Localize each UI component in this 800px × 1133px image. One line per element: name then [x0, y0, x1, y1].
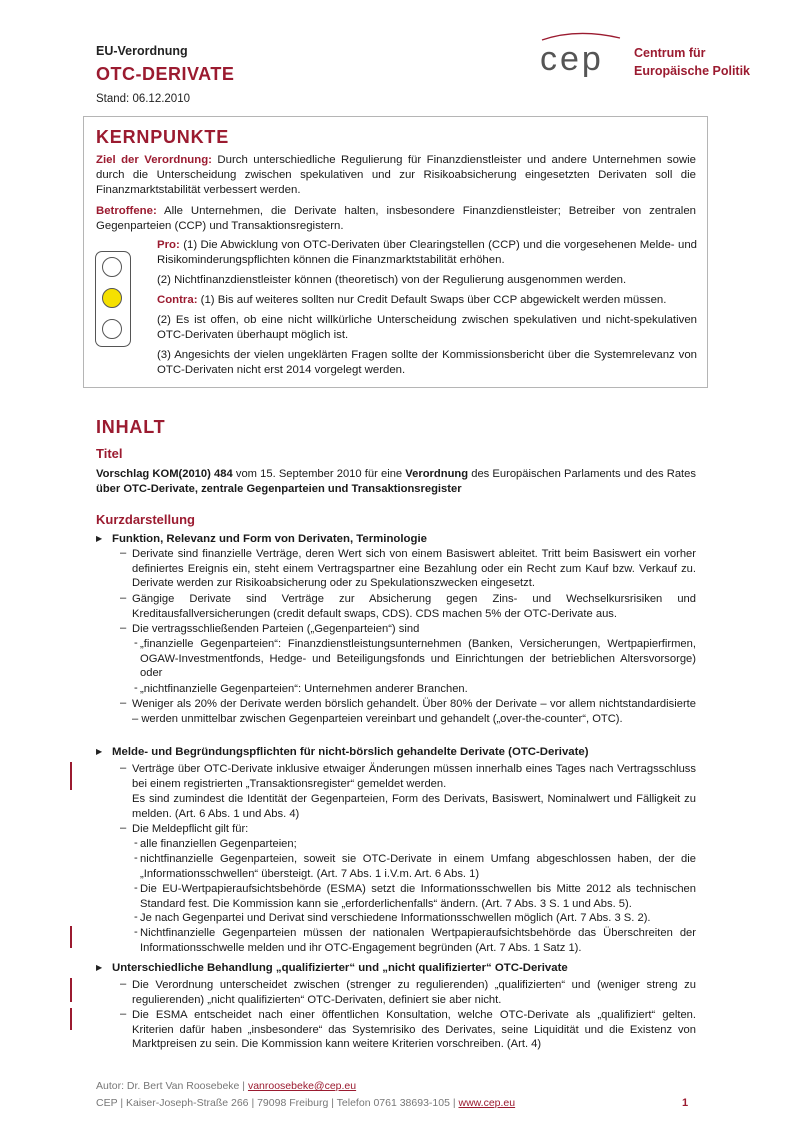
footer-address — [96, 1097, 515, 1109]
change-marker — [70, 978, 72, 1002]
document-type: EU-Verordnung — [96, 44, 188, 58]
subdash-icon: - — [134, 637, 138, 649]
betroffene-paragraph — [96, 204, 696, 234]
footer-author-text: Autor: Dr. Bert Van Roosebeke | — [96, 1080, 248, 1092]
change-marker — [70, 926, 72, 948]
section-1-title-text: Funktion, Relevanz und Form von Derivaten, Terminologie — [112, 533, 427, 545]
betroffene-label: Betroffene: — [96, 205, 157, 217]
section-3-title-text: Unterschiedliche Behandlung „qualifizierter“ und „nicht qualifizierter“ OTC-Derivate — [112, 962, 568, 974]
dash-icon: – — [120, 978, 127, 990]
subdash-icon: - — [134, 682, 138, 694]
website-link[interactable]: www.cep.eu — [458, 1097, 516, 1109]
pro-text-1: (1) Die Abwicklung von OTC-Derivaten über Clearingstellen (CCP) und die vorgesehenen Melde- und Risikominderungspflichten können die Finanzmarktstabilität erhöhen. — [157, 239, 697, 266]
page-number: 1 — [682, 1097, 689, 1109]
section-2-title — [96, 746, 589, 758]
section-3-title — [96, 962, 568, 974]
footer-address-text: CEP | Kaiser-Joseph-Straße 266 | 79098 Freiburg | Telefon 0761 38693-105 | — [96, 1097, 459, 1109]
footer-author — [96, 1080, 356, 1092]
dash-icon: – — [120, 622, 127, 634]
contra-point-1 — [157, 293, 697, 308]
dash-icon: – — [120, 762, 127, 774]
dash-icon: – — [120, 822, 127, 834]
subdash-icon: - — [134, 852, 138, 864]
titel-ref: Vorschlag KOM(2010) 484 — [96, 468, 233, 480]
s1-item-1: Derivate sind finanzielle Verträge, deren Wert sich von einem Basiswert ableitet. Tritt beim Basiswert ein vorher definiertes Ereignis ein, steht einem Vertragspartner eine Bezahlung oder ein Recht zum Kauf bzw. Verkauf zu. Derivate werden zur Risikoabsicherung oder zu Spekulationszwecken eingesetzt. — [132, 548, 696, 590]
traffic-light-icon — [95, 251, 131, 347]
change-marker — [70, 1008, 72, 1030]
logo-line-2: Europäische Politik — [634, 64, 751, 78]
traffic-light-amber-lamp — [102, 288, 122, 308]
s2-item-1: Verträge über OTC-Derivate inklusive etwaiger Änderungen müssen innerhalb eines Tages nach Vertragsschluss bei einem registrierten „Transaktionsregister“ gemeldet werden. — [132, 763, 696, 790]
titel-heading: Titel — [96, 446, 123, 461]
s2-item-1b: Es sind zumindest die Identität der Gegenparteien, Form des Derivats, Basiswert, Nominalwert und Fälligkeit zu melden. (Art. 6 Abs. 1 und Abs. 4) — [132, 793, 696, 820]
pro-label: Pro: — [157, 239, 180, 251]
s1-item-3a: „finanzielle Gegenparteien“: Finanzdienstleistungsunternehmen (Banken, Versicherungen, Wertpapierfirmen, OGAW-Investmentfonds, Hedge- und Beteiligungsfonds und Einrichtungen der betrieblichen Altersvorsorge) oder — [140, 638, 696, 680]
subdash-icon: - — [134, 837, 138, 849]
titel-subject: über OTC-Derivate, zentrale Gegenparteien und Transaktionsregister — [96, 482, 462, 495]
dash-icon: – — [120, 697, 127, 709]
s1-item-2: Gängige Derivate sind Verträge zur Absicherung gegen Zins- und Wechselkursrisiken und Kreditausfallversicherungen (credit default swaps, CDS). CDS machen 5% der OTC-Derivate aus. — [132, 593, 696, 620]
pro-point-2: (2) Nichtfinanzdienstleister können (theoretisch) von der Regulierung ausgenommen werden. — [157, 274, 627, 286]
triangle-bullet-icon: ▶ — [96, 534, 103, 543]
traffic-light-red-lamp — [102, 257, 122, 277]
change-marker — [70, 762, 72, 790]
kurzdarstellung-heading: Kurzdarstellung — [96, 512, 195, 527]
dash-icon: – — [120, 547, 127, 559]
s1-item-3: Die vertragsschließenden Parteien („Gegenparteien“) sind — [132, 623, 420, 635]
triangle-bullet-icon: ▶ — [96, 747, 103, 756]
ziel-text: Durch unterschiedliche Regulierung für Finanzdienstleister und andere Unternehmen sowie durch die Unterscheidung zwischen spekulativen und zur Risikoabsicherung eingesetzten Derivaten soll die Finanzmarktstabilität verbessert werden. — [96, 154, 697, 196]
document-title: OTC-DERIVATE — [96, 64, 235, 84]
s1-item-4: Weniger als 20% der Derivate werden börslich gehandelt. Über 80% der Derivate – vor allem nichtstandardisierte – werden unmittelbar zwischen Gegenparteien vereinbart und gehandelt („over-the-counter“, OTC). — [132, 698, 696, 725]
titel-paragraph — [96, 467, 696, 496]
document-date: Stand: 06.12.2010 — [96, 93, 190, 105]
subdash-icon: - — [134, 882, 138, 894]
s2-item-2: Die Meldepflicht gilt für: — [132, 823, 249, 835]
dash-icon: – — [120, 1008, 127, 1020]
s2-item-2a: alle finanziellen Gegenparteien; — [140, 838, 297, 850]
titel-verordnung: Verordnung — [405, 468, 469, 480]
author-email-link[interactable]: vanroosebeke@cep.eu — [247, 1080, 357, 1092]
s3-item-1: Die Verordnung unterscheidet zwischen (strenger zu regulierenden) „qualifizierten“ und (weniger streng zu regulierenden) „nicht qualifizierten“ OTC-Derivaten, definiert sie aber nicht. — [132, 979, 696, 1006]
pro-point-1 — [157, 238, 697, 268]
contra-point-3: (3) Angesichts der vielen ungeklärten Fragen sollte der Kommissionsbericht über die Systemrelevanz von OTC-Derivaten nicht erst 2014 vorgelegt werden. — [157, 349, 697, 376]
kernpunkte-title: KERNPUNKTE — [96, 127, 230, 147]
contra-label: Contra: — [157, 294, 198, 306]
triangle-bullet-icon: ▶ — [96, 963, 103, 972]
contra-text-1: (1) Bis auf weiteres sollten nur Credit Default Swaps über CCP abgewickelt werden müssen. — [197, 294, 667, 306]
inhalt-title: INHALT — [96, 417, 166, 437]
s2-item-2c: Die EU-Wertpapieraufsichtsbehörde (ESMA) setzt die Informationsschwellen bis Mitte 2012 als technischen Standard fest. Die Kommission kann sie „erforderlichenfalls“ ändern. (Art. 7 Abs. 3 S. 1 und Abs. 5). — [140, 883, 696, 910]
contra-point-2: (2) Es ist offen, ob eine nicht willkürliche Unterscheidung zwischen spekulativen und nicht-spekulativen OTC-Derivaten überhaupt möglich ist. — [157, 314, 697, 341]
traffic-light-green-lamp — [102, 319, 122, 339]
section-2-title-text: Melde- und Begründungspflichten für nicht-börslich gehandelte Derivate (OTC-Derivate) — [112, 746, 589, 758]
section-1-title — [96, 533, 427, 545]
ziel-label: Ziel der Verordnung: — [96, 154, 212, 166]
titel-text-a: vom 15. September 2010 für eine — [232, 468, 406, 480]
s1-item-3b: „nichtfinanzielle Gegenparteien“: Unternehmen anderer Branchen. — [140, 683, 468, 695]
titel-text-b: des Europäischen Parlaments und des Rates — [468, 468, 696, 480]
betroffene-text: Alle Unternehmen, die Derivate halten, insbesondere Finanzdienstleister; Betreiber von zentralen Gegenparteien (CCP) und Transaktionsregistern. — [96, 205, 696, 232]
logo-text — [634, 44, 750, 80]
s3-item-2: Die ESMA entscheidet nach einer öffentlichen Konsultation, welche OTC-Derivate als „qualifiziert“ gelten. Kriterien dafür haben „insbesondere“ das Systemrisiko des Derivates, seine Liquidität und die Existenz von Marktpreisen zu sein. Die Kommission kann weitere Kriterien vorschreiben. (Art. 4) — [132, 1009, 696, 1051]
s2-item-2b: nichtfinanzielle Gegenparteien, soweit sie OTC-Derivate in einem Umfang abgeschlossen haben, der die „Informationsschwellen“ übersteigt. (Art. 7 Abs. 1 i.V.m. Art. 6 Abs. 1) — [140, 853, 696, 880]
s2-item-2e: Nichtfinanzielle Gegenparteien müssen der nationalen Wertpapieraufsichtsbehörde das Überschreiten der Informationsschwelle melden und ihr OTC-Engagement begründen (Art. 7 Abs. 1 Satz 1). — [140, 927, 696, 954]
s2-item-2d: Je nach Gegenpartei und Derivat sind verschiedene Informationsschwellen möglich (Art. 7 Abs. 3 S. 2). — [140, 912, 651, 924]
logo-line-1: Centrum für — [634, 46, 706, 60]
dash-icon: – — [120, 592, 127, 604]
subdash-icon: - — [134, 911, 138, 923]
ziel-paragraph — [96, 153, 696, 198]
cep-logo-icon — [522, 28, 632, 88]
subdash-icon: - — [134, 926, 138, 938]
logo-mark-text: cep — [540, 40, 604, 78]
